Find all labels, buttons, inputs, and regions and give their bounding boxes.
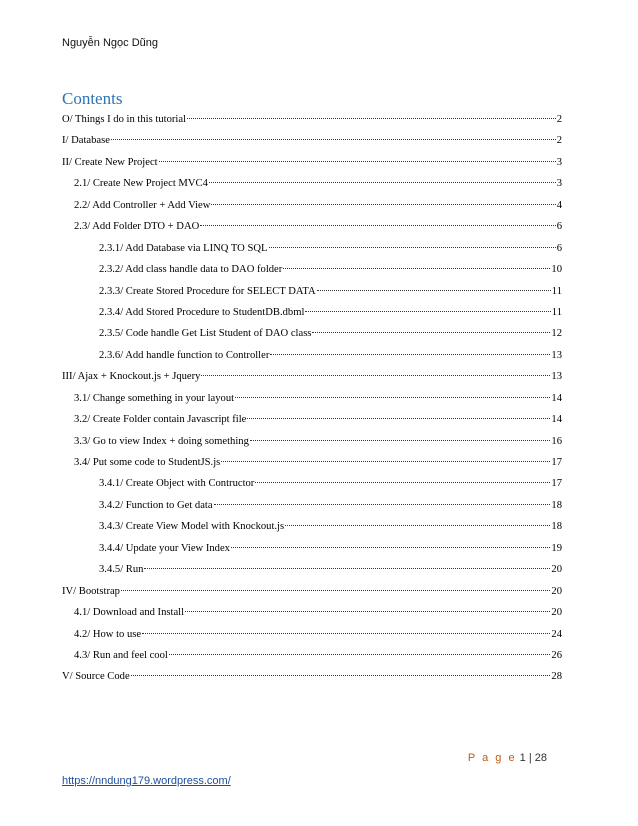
toc-entry[interactable]	[62, 645, 562, 666]
toc-entry-page: 18	[551, 521, 562, 533]
toc-dot-leader	[270, 354, 550, 355]
toc-dot-leader	[283, 268, 550, 269]
toc-entry[interactable]	[62, 581, 562, 602]
toc-entry-title: III/ Ajax + Knockout.js + Jquery	[62, 371, 201, 383]
toc-entry-title: O/ Things I do in this tutorial	[62, 114, 186, 125]
toc-entry[interactable]	[62, 452, 562, 473]
toc-entry[interactable]	[62, 473, 562, 494]
toc-entry-page: 12	[551, 328, 562, 340]
toc-entry-page: 4	[556, 199, 562, 211]
toc-entry[interactable]	[62, 624, 562, 645]
toc-entry[interactable]	[62, 109, 562, 130]
toc-entry-title: 2.3/ Add Folder DTO + DAO	[74, 221, 200, 233]
page-label: P a g e	[467, 752, 517, 764]
toc-dot-leader	[305, 311, 550, 312]
toc-entry-page: 20	[551, 564, 562, 576]
toc-dot-leader	[312, 332, 550, 333]
toc-entry-page: 14	[551, 414, 562, 426]
toc-entry-page: 13	[551, 349, 562, 361]
toc-dot-leader	[247, 418, 550, 419]
toc-entry-title: 3.1/ Change something in your layout	[74, 392, 235, 404]
toc-dot-leader	[211, 204, 555, 205]
toc-entry-page: 16	[551, 435, 562, 447]
toc-entry-title: 2.3.4/ Add Stored Procedure to StudentDB.dbml	[99, 306, 305, 318]
page-footer-number	[468, 752, 547, 764]
toc-entry[interactable]	[62, 516, 562, 537]
footer-link[interactable]: https://nndung179.wordpress.com/	[62, 775, 231, 787]
toc-entry[interactable]	[62, 173, 562, 194]
toc-dot-leader	[269, 247, 556, 248]
toc-dot-leader	[131, 675, 551, 676]
toc-dot-leader	[111, 139, 556, 140]
toc-entry[interactable]	[62, 216, 562, 237]
toc-entry-page: 10	[551, 264, 562, 276]
toc-entry-title: 4.1/ Download and Install	[74, 607, 185, 619]
toc-entry-title: 2.3.6/ Add handle function to Controller	[99, 349, 270, 361]
toc-entry[interactable]	[62, 195, 562, 216]
toc-dot-leader	[209, 182, 556, 183]
toc-entry-title: 2.3.3/ Create Stored Procedure for SELECT DATA	[99, 285, 316, 297]
toc-dot-leader	[231, 547, 550, 548]
toc-entry-page: 17	[551, 478, 562, 490]
toc-entry[interactable]	[62, 152, 562, 173]
toc-entry-page: 13	[551, 371, 562, 383]
total-pages: 28	[534, 752, 547, 764]
page-number: 1	[519, 752, 526, 764]
toc-entry-title: 3.2/ Create Folder contain Javascript file	[74, 414, 247, 426]
toc-entry[interactable]	[62, 559, 562, 580]
toc-entry[interactable]	[62, 345, 562, 366]
toc-entry-page: 6	[556, 221, 562, 233]
toc-entry[interactable]	[62, 259, 562, 280]
toc-entry[interactable]	[62, 666, 562, 687]
header-author: Nguyễn Ngọc Dũng	[62, 37, 159, 49]
toc-dot-leader	[200, 225, 555, 226]
toc-entry[interactable]	[62, 238, 562, 259]
toc-entry[interactable]	[62, 302, 562, 323]
toc-dot-leader	[317, 290, 551, 291]
toc-entry-title: I/ Database	[62, 135, 110, 147]
toc-entry-title: 2.1/ Create New Project MVC4	[74, 178, 208, 190]
toc-entry-page: 14	[551, 392, 562, 404]
toc-entry-title: 3.4.5/ Run	[99, 564, 144, 576]
toc-entry-page: 26	[551, 649, 562, 661]
toc-entry-title: 3.4/ Put some code to StudentJS.js	[74, 457, 221, 468]
toc-entry-page: 2	[556, 114, 562, 125]
toc-entry-title: 2.2/ Add Controller + Add View	[74, 199, 211, 211]
toc-entry-title: 2.3.5/ Code handle Get List Student of DAO class	[99, 328, 312, 340]
toc-dot-leader	[235, 397, 550, 398]
toc-entry[interactable]	[62, 323, 562, 344]
toc-entry-title: IV/ Bootstrap	[62, 585, 120, 597]
toc-entry-page: 6	[556, 242, 562, 254]
toc-dot-leader	[144, 568, 550, 569]
toc-entry-page: 2	[556, 135, 562, 147]
table-of-contents	[62, 109, 562, 688]
toc-dot-leader	[121, 590, 550, 591]
toc-entry[interactable]	[62, 602, 562, 623]
toc-entry-title: V/ Source Code	[62, 671, 130, 683]
toc-entry[interactable]	[62, 281, 562, 302]
toc-entry[interactable]	[62, 366, 562, 387]
toc-entry-title: 2.3.1/ Add Database via LINQ TO SQL	[99, 242, 268, 254]
toc-entry[interactable]	[62, 130, 562, 151]
toc-dot-leader	[159, 161, 556, 162]
toc-dot-leader	[185, 611, 550, 612]
toc-dot-leader	[187, 118, 556, 119]
toc-entry[interactable]	[62, 495, 562, 516]
toc-entry-page: 19	[551, 542, 562, 554]
toc-dot-leader	[201, 375, 550, 376]
toc-dot-leader	[250, 440, 551, 441]
toc-entry-page: 24	[551, 628, 562, 640]
toc-entry[interactable]	[62, 431, 562, 452]
toc-dot-leader	[214, 504, 551, 505]
toc-entry-title: 3.4.2/ Function to Get data	[99, 499, 213, 511]
toc-dot-leader	[221, 461, 550, 462]
page-separator: |	[528, 752, 532, 764]
toc-entry-page: 18	[551, 499, 562, 511]
toc-dot-leader	[255, 482, 550, 483]
toc-entry-title: 3.3/ Go to view Index + doing something	[74, 435, 249, 447]
toc-entry-title: 3.4.4/ Update your View Index	[99, 542, 230, 554]
toc-entry-page: 17	[551, 457, 562, 468]
toc-entry-title: 4.2/ How to use	[74, 628, 142, 640]
toc-entry-page: 3	[556, 178, 562, 190]
toc-dot-leader	[169, 654, 551, 655]
toc-dot-leader	[142, 633, 550, 634]
toc-entry-page: 11	[551, 285, 562, 297]
toc-entry-page: 3	[556, 156, 562, 168]
toc-entry-title: 3.4.3/ Create View Model with Knockout.js	[99, 521, 285, 533]
toc-entry-page: 20	[551, 607, 562, 619]
toc-entry-page: 20	[551, 585, 562, 597]
toc-entry-title: 4.3/ Run and feel cool	[74, 649, 168, 661]
toc-entry[interactable]	[62, 388, 562, 409]
toc-entry[interactable]	[62, 538, 562, 559]
toc-entry-title: 3.4.1/ Create Object with Contructor	[99, 478, 255, 490]
toc-entry-page: 11	[551, 306, 562, 318]
toc-entry[interactable]	[62, 409, 562, 430]
toc-dot-leader	[285, 525, 550, 526]
toc-entry-page: 28	[551, 671, 562, 683]
toc-entry-title: II/ Create New Project	[62, 156, 158, 168]
contents-heading: Contents	[62, 89, 123, 108]
toc-entry-title: 2.3.2/ Add class handle data to DAO folder	[99, 264, 283, 276]
